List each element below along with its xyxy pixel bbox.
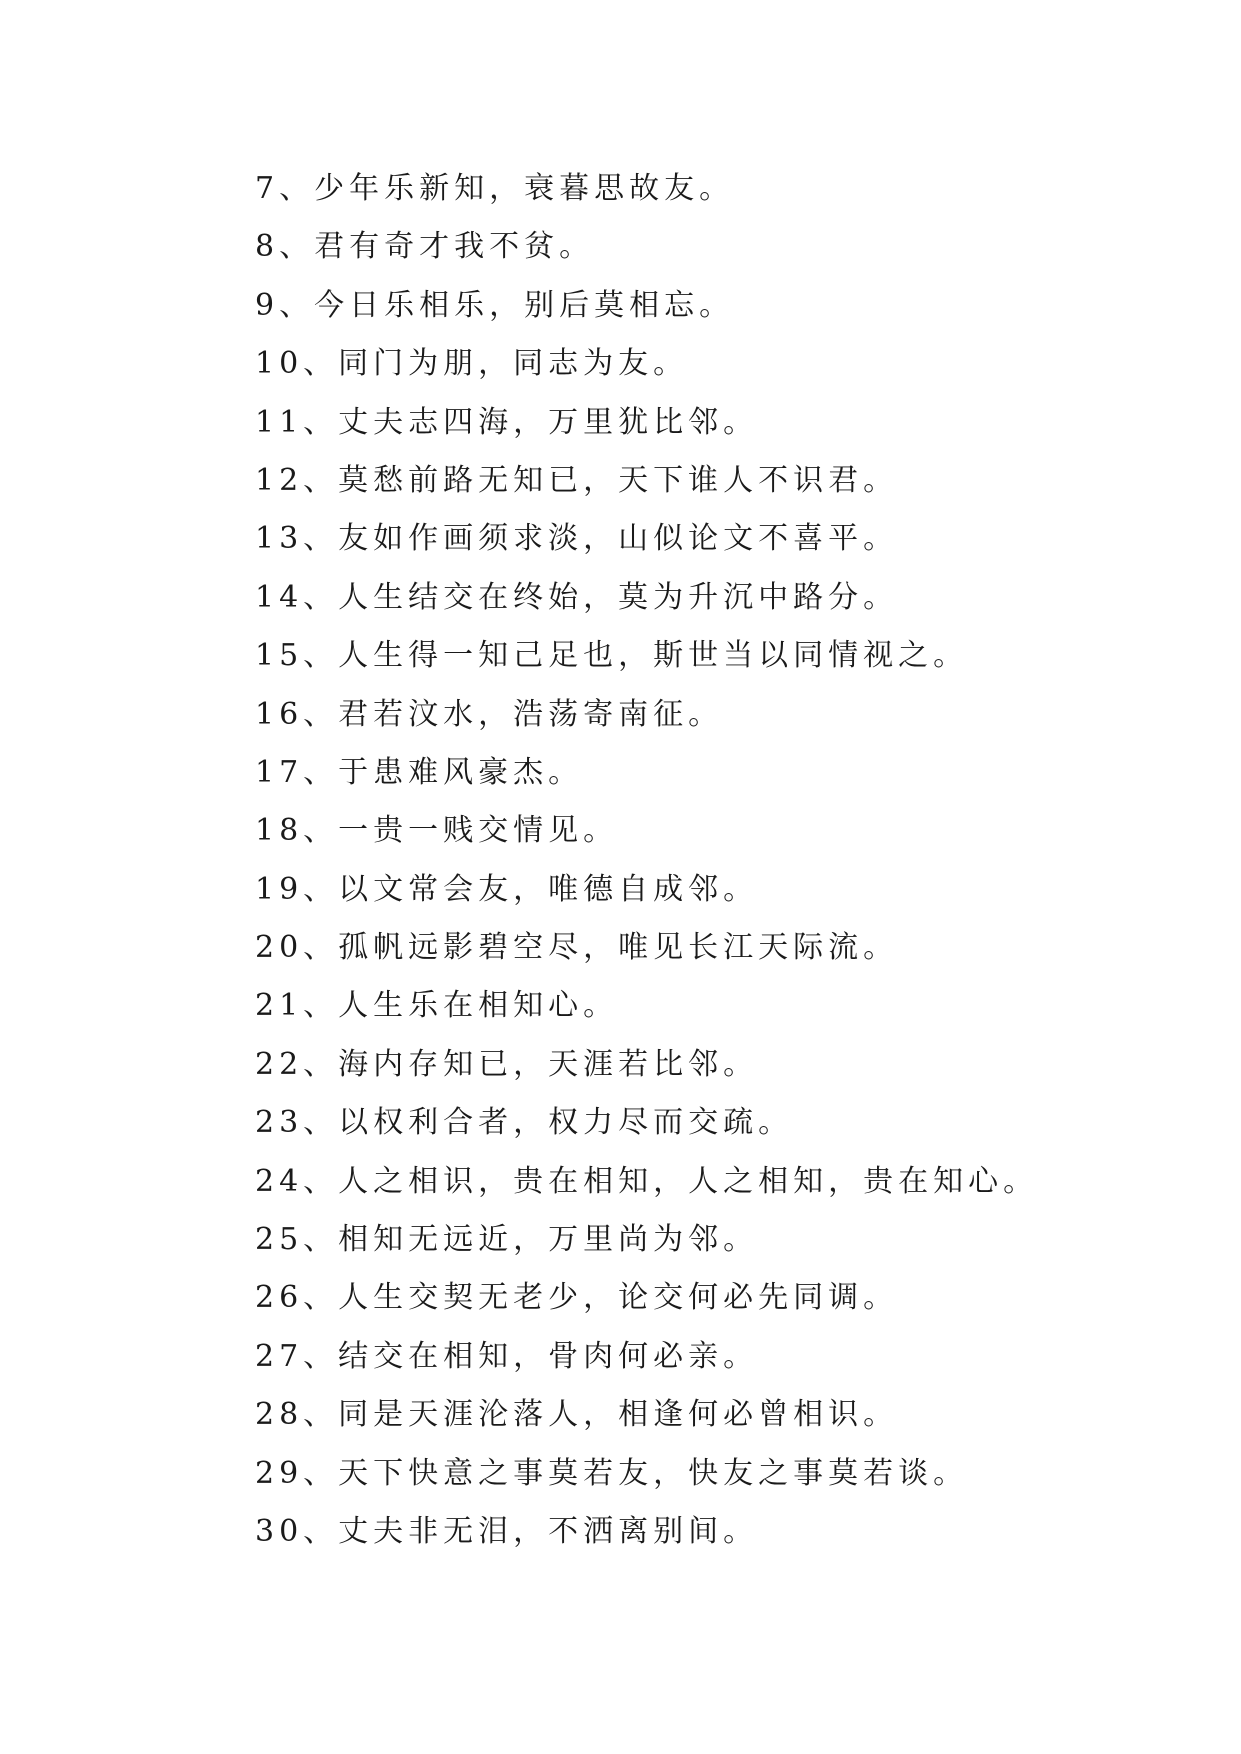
quote-list [255,160,1038,1561]
quote-line: 15、人生得一知己足也，斯世当以同情视之。 [255,638,969,674]
quote-line: 30、丈夫非无泪，不洒离别间。 [255,1513,759,1549]
quote-line: 20、孤帆远影碧空尽，唯见长江天际流。 [255,930,899,966]
quote-line: 22、海内存知已，天涯若比邻。 [255,1046,759,1082]
quote-line: 26、人生交契无老少，论交何必先同调。 [255,1280,899,1316]
quote-line: 10、同门为朋，同志为友。 [255,346,689,382]
quote-line: 23、以权利合者，权力尽而交疏。 [255,1105,794,1141]
quote-line: 8、君有奇才我不贫。 [255,229,595,265]
quote-line: 28、同是天涯沦落人，相逢何必曾相识。 [255,1397,899,1433]
quote-line: 18、一贵一贱交情见。 [255,813,619,849]
quote-line: 12、莫愁前路无知已，天下谁人不识君。 [255,462,899,498]
quote-line: 9、今日乐相乐，别后莫相忘。 [255,287,735,323]
quote-line: 19、以文常会友，唯德自成邻。 [255,871,759,907]
quote-line: 17、于患难风豪杰。 [255,754,584,790]
quote-line: 14、人生结交在终始，莫为升沉中路分。 [255,579,899,615]
quote-line: 24、人之相识，贵在相知，人之相知，贵在知心。 [255,1163,1039,1199]
quote-line: 11、丈夫志四海，万里犹比邻。 [255,404,759,440]
quote-line: 13、友如作画须求淡，山似论文不喜平。 [255,521,899,557]
quote-line: 25、相知无远近，万里尚为邻。 [255,1222,759,1258]
quote-line: 7、少年乐新知，衰暮思故友。 [255,171,735,206]
quote-line: 21、人生乐在相知心。 [255,988,619,1024]
quote-line: 29、天下快意之事莫若友，快友之事莫若谈。 [255,1455,969,1491]
quote-line: 27、结交在相知，骨肉何必亲。 [255,1338,759,1374]
quote-line: 16、君若汶水，浩荡寄南征。 [255,696,724,732]
